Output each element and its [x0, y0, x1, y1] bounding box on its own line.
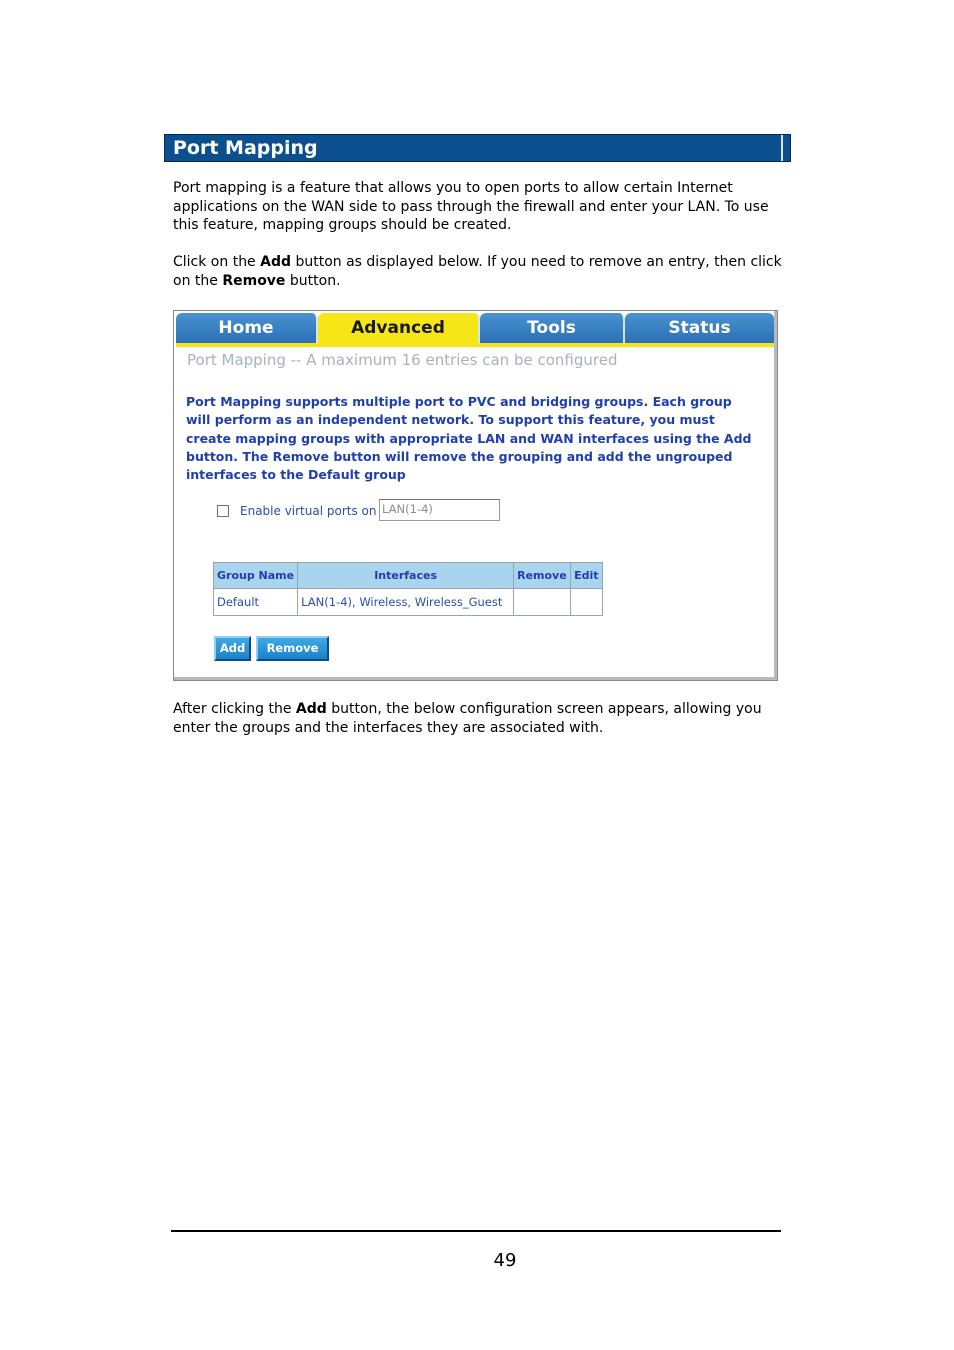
header-remove: Remove [514, 563, 571, 589]
instruction-add-word: Add [260, 254, 292, 270]
header-group-name: Group Name [214, 563, 298, 589]
panel-description: Port Mapping supports multiple port to PVC and bridging groups. Each group will perform as an independent network. To support this feature, you must create mapping groups with appropriate LAN and WAN interfaces using the Add button. The Remove button will remove the grouping and add the ungrouped interfaces to the Default group [186, 394, 752, 483]
footer-rule [171, 1230, 781, 1232]
page-number: 49 [493, 1250, 517, 1271]
after-paragraph [173, 700, 785, 737]
instruction-paragraph [173, 253, 785, 290]
cell-remove[interactable] [514, 589, 571, 616]
cell-interfaces: LAN(1-4), Wireless, Wireless_Guest [298, 589, 514, 616]
header-interfaces: Interfaces [298, 563, 514, 589]
router-screenshot [173, 310, 778, 681]
virtual-ports-field[interactable]: LAN(1-4) [379, 499, 500, 521]
panel-title: Port Mapping -- A maximum 16 entries can be configured [187, 351, 618, 369]
after-text-2: button, the below configuration screen appears, allowing you enter the groups and the interfaces they are associated with. [173, 701, 762, 736]
heading-bar-edge [781, 135, 783, 161]
remove-button[interactable]: Remove [256, 636, 329, 661]
after-text-1: After clicking the [173, 701, 296, 717]
instruction-text-2: button as displayed below. If you need to remove an entry, then click on the [173, 254, 782, 289]
intro-paragraph: Port mapping is a feature that allows you to open ports to allow certain Internet applications on the WAN side to pass through the firewall and enter your LAN. To use this feature, mapping groups should be created. [173, 180, 769, 233]
tab-underline [176, 343, 774, 347]
table-header-row [214, 563, 603, 589]
add-button[interactable]: Add [214, 636, 251, 661]
table-row [214, 589, 603, 616]
tab-home[interactable]: Home [176, 313, 318, 343]
after-add-word: Add [295, 701, 327, 717]
virtual-ports-label: Enable virtual ports on [240, 504, 377, 518]
virtual-ports-checkbox[interactable] [217, 505, 229, 517]
section-heading-bar [164, 134, 791, 162]
header-edit: Edit [571, 563, 602, 589]
tab-tools[interactable]: Tools [480, 313, 625, 343]
section-title: Port Mapping [173, 137, 318, 159]
nav-tabs [176, 313, 774, 343]
tab-advanced[interactable]: Advanced [318, 313, 480, 343]
instruction-text-3: button. [285, 272, 341, 289]
cell-edit[interactable] [571, 589, 602, 616]
tab-status[interactable]: Status [625, 313, 774, 343]
instruction-text-1: Click on the [173, 254, 261, 270]
groups-table [213, 562, 603, 616]
cell-group: Default [214, 589, 298, 616]
instruction-remove-word: Remove [222, 272, 286, 289]
